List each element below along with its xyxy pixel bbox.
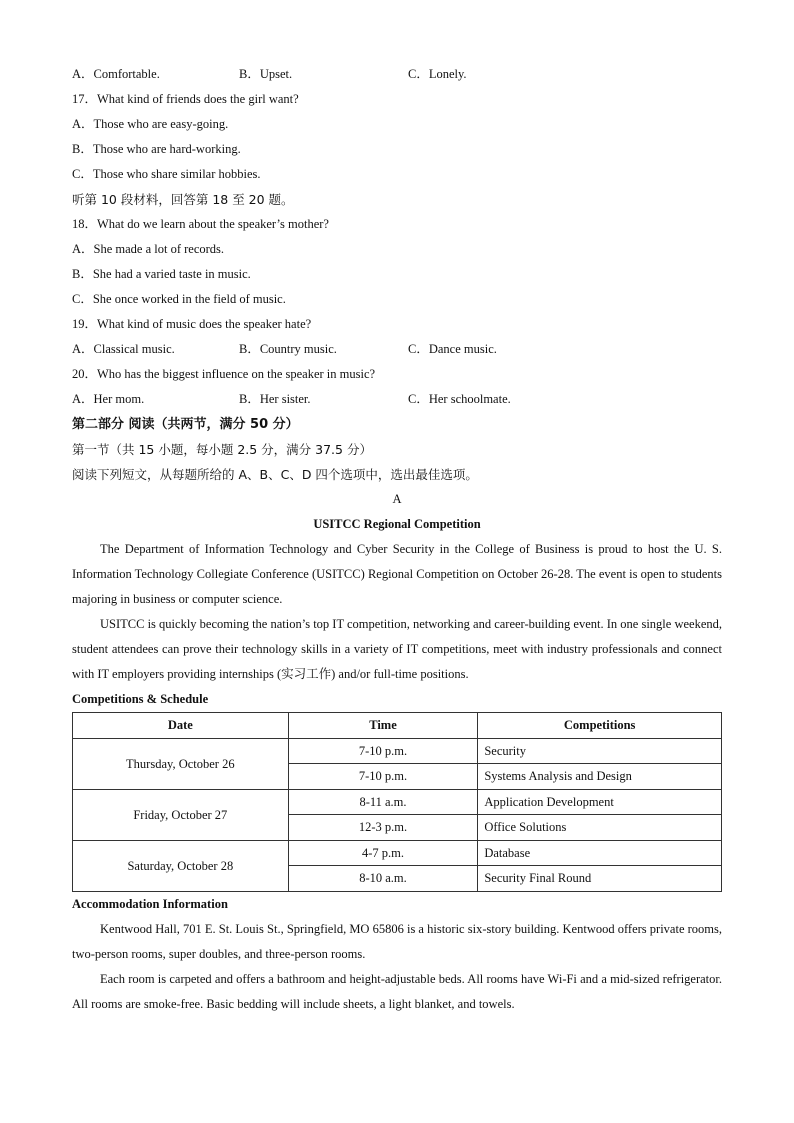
schedule-heading: Competitions & Schedule <box>72 692 209 706</box>
competition-cell: Security Final Round <box>478 866 722 892</box>
exam-page <box>72 62 722 1017</box>
part2-instructions: 阅读下列短文，从每题所给的 A、B、C、D 四个选项中，选出最佳选项。 <box>72 467 478 482</box>
q19-option-a: A．Classical music. <box>72 342 175 356</box>
date-cell: Saturday, October 28 <box>73 840 289 891</box>
q19-stem: 19．What kind of music does the speaker hate? <box>72 317 312 331</box>
time-cell: 12-3 p.m. <box>288 815 478 841</box>
competition-cell: Database <box>478 840 722 866</box>
q16-option-b: B．Upset. <box>239 67 293 81</box>
part2-title: 第二部分 阅读（共两节，满分 50 分） <box>72 417 299 432</box>
header-time: Time <box>288 713 478 739</box>
q19-option-c: C．Dance music. <box>408 342 497 356</box>
competition-cell: Systems Analysis and Design <box>478 764 722 790</box>
competition-cell: Application Development <box>478 789 722 815</box>
passage-title: USITCC Regional Competition <box>313 517 481 531</box>
q20-option-b: B．Her sister. <box>239 392 311 406</box>
time-cell: 4-7 p.m. <box>288 840 478 866</box>
section10-intro: 听第 10 段材料，回答第 18 至 20 题。 <box>72 192 294 207</box>
passage-letter: A <box>392 492 402 506</box>
q19-options <box>72 337 722 362</box>
q20-option-c: C．Her schoolmate. <box>408 392 511 406</box>
table-header-row <box>73 713 722 739</box>
q18-option-c: C．She once worked in the field of music. <box>72 292 286 306</box>
passage-paragraph-2: USITCC is quickly becoming the nation’s top IT competition, networking and career-building event. In one single weekend, student attendees can prove their technology skills in a variety of IT competitions, meet with industry professionals and connect with IT employers providing internships (实习工作) and/or full-time positions. <box>72 617 722 681</box>
date-cell: Thursday, October 26 <box>73 738 289 789</box>
table-row <box>73 789 722 815</box>
time-cell: 7-10 p.m. <box>288 738 478 764</box>
part2-section1: 第一节（共 15 小题，每小题 2.5 分，满分 37.5 分） <box>72 442 372 457</box>
passage-paragraph-4: Each room is carpeted and offers a bathroom and height-adjustable beds. All rooms have Wi-Fi and a mid-sized refrigerator. All rooms are smoke-free. Basic bedding will include sheets, a light blanket, and towels. <box>72 971 722 1011</box>
q18-option-a: A．She made a lot of records. <box>72 242 225 256</box>
time-cell: 8-11 a.m. <box>288 789 478 815</box>
q18-stem: 18．What do we learn about the speaker’s mother? <box>72 217 329 231</box>
competition-cell: Security <box>478 738 722 764</box>
table-row <box>73 840 722 866</box>
date-cell: Friday, October 27 <box>73 789 289 840</box>
q17-option-b: B．Those who are hard-working. <box>72 142 241 156</box>
passage-paragraph-1: The Department of Information Technology and Cyber Security in the College of Business is proud to host the U. S. Information Technology Collegiate Conference (USITCC) Regional Competition on October 26-28. The event is open to students majoring in business or computer science. <box>72 542 722 606</box>
q17-stem: 17．What kind of friends does the girl want? <box>72 92 299 106</box>
q20-option-a: A．Her mom. <box>72 392 145 406</box>
time-cell: 7-10 p.m. <box>288 764 478 790</box>
competition-cell: Office Solutions <box>478 815 722 841</box>
time-cell: 8-10 a.m. <box>288 866 478 892</box>
q20-options <box>72 387 722 412</box>
table-row <box>73 738 722 764</box>
header-competitions: Competitions <box>478 713 722 739</box>
header-date: Date <box>73 713 289 739</box>
q20-stem: 20．Who has the biggest influence on the speaker in music? <box>72 367 376 381</box>
q17-option-a: A．Those who are easy-going. <box>72 117 229 131</box>
q17-option-c: C．Those who share similar hobbies. <box>72 167 261 181</box>
q16-option-a: A．Comfortable. <box>72 67 160 81</box>
q18-option-b: B．She had a varied taste in music. <box>72 267 251 281</box>
passage-paragraph-3: Kentwood Hall, 701 E. St. Louis St., Springfield, MO 65806 is a historic six-story building. Kentwood offers private rooms, two-person rooms, super doubles, and three-person rooms. <box>72 921 722 961</box>
q16-option-c: C．Lonely. <box>408 67 467 81</box>
q16-options <box>72 62 722 87</box>
accommodation-heading: Accommodation Information <box>72 896 228 911</box>
q19-option-b: B．Country music. <box>239 342 337 356</box>
schedule-table <box>72 712 722 892</box>
